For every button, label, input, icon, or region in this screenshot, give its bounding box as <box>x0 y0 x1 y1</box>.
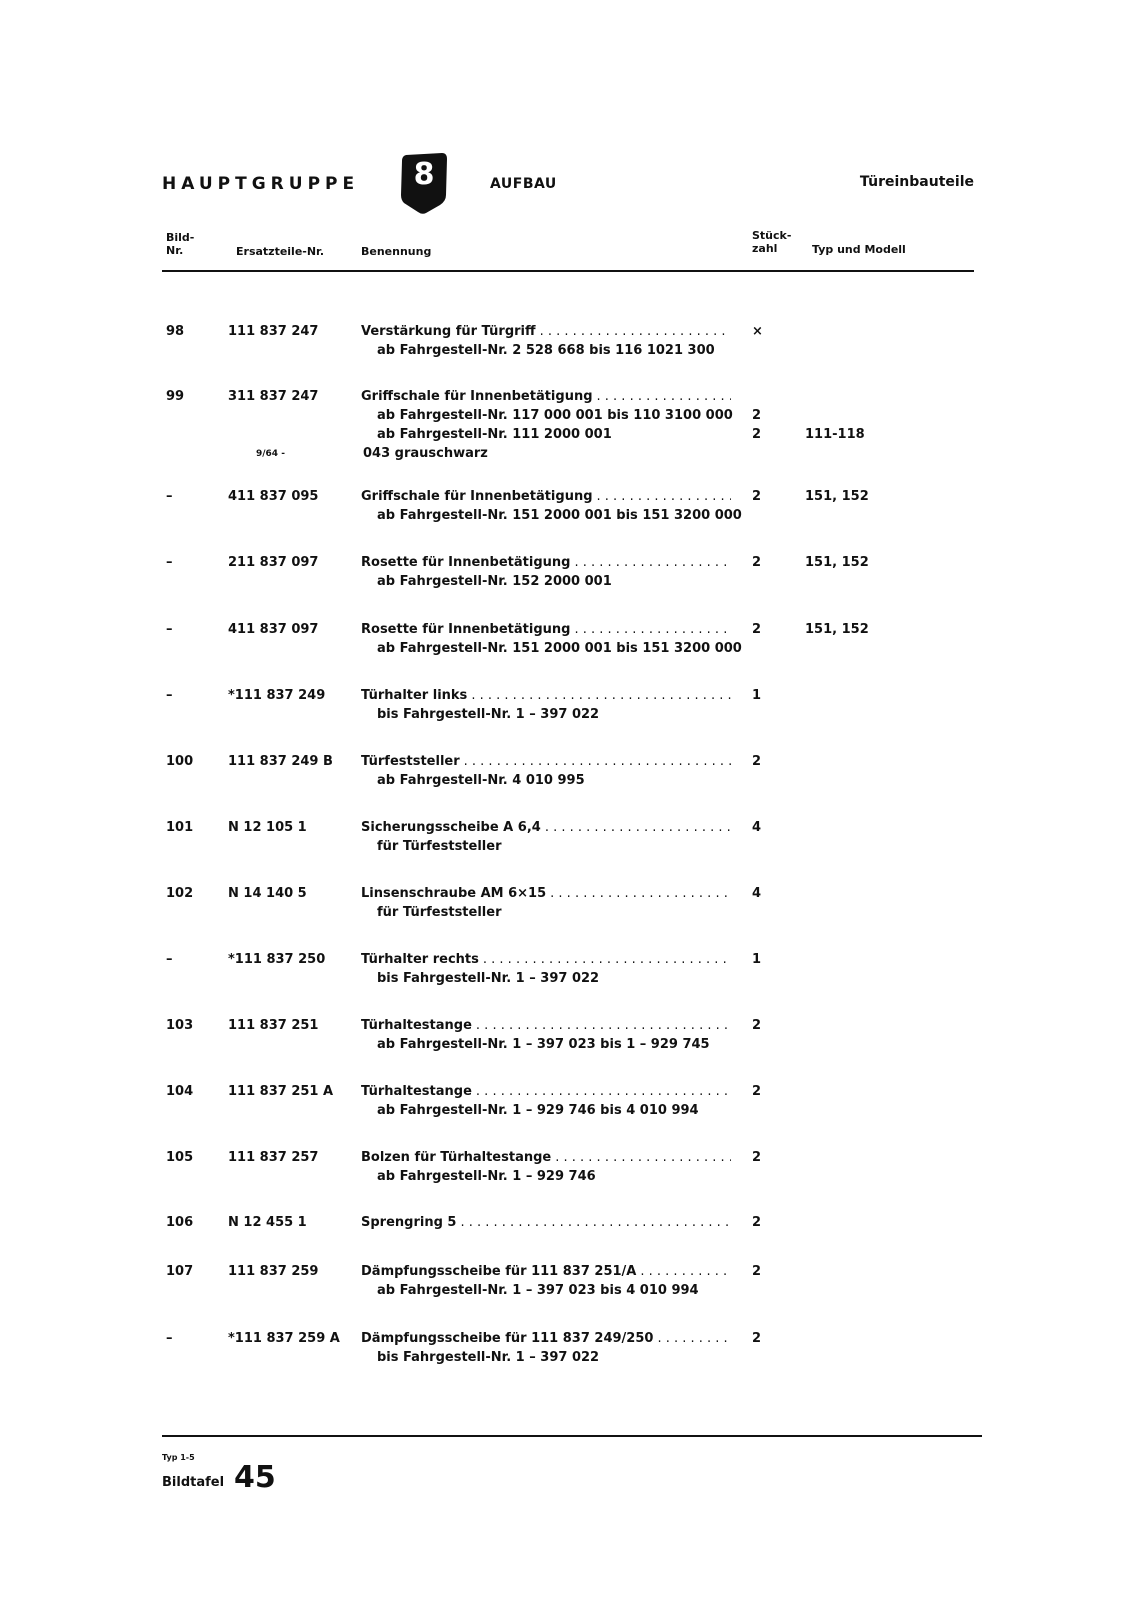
part-number: 111 837 259 <box>228 1264 319 1279</box>
quantity-value: 2 <box>752 408 762 423</box>
description-main: Türhalter links <box>361 688 468 703</box>
quantity <box>752 387 782 444</box>
quantity-value: 2 <box>752 427 762 442</box>
description-sub: bis Fahrgestell-Nr. 1 – 397 022 <box>377 1350 600 1365</box>
quantity <box>752 1329 782 1348</box>
description-main: Rosette für Innenbetätigung <box>361 622 571 637</box>
part-number: 411 837 097 <box>228 622 319 637</box>
typ-modell <box>805 620 945 639</box>
description-main: Griffschale für Innenbetätigung <box>361 389 593 404</box>
part-number: 211 837 097 <box>228 555 319 570</box>
quantity-value: 4 <box>752 886 762 901</box>
quantity <box>752 1148 782 1167</box>
group-badge <box>400 151 448 215</box>
quantity-value: 2 <box>752 1018 762 1033</box>
description <box>361 620 742 658</box>
quantity-value: × <box>752 324 763 339</box>
typ-modell <box>805 553 945 572</box>
quantity-value: 2 <box>752 555 762 570</box>
description <box>361 1262 731 1300</box>
col-header-qty-line1: Stück- <box>752 229 792 242</box>
part-number: 111 837 251 A <box>228 1084 334 1099</box>
quantity <box>752 1082 782 1101</box>
description-sub: ab Fahrgestell-Nr. 151 2000 001 bis 151 3200 000 <box>377 641 742 656</box>
description-sub: bis Fahrgestell-Nr. 1 – 397 022 <box>377 971 600 986</box>
col-header-typ: Typ und Modell <box>812 243 906 256</box>
description <box>361 1016 731 1054</box>
part-number-sub: 9/64 - <box>256 449 285 459</box>
col-header-bild <box>166 231 194 257</box>
bild-nr: 106 <box>166 1215 194 1230</box>
part-number: N 12 105 1 <box>228 820 307 835</box>
typ-value: 151, 152 <box>805 622 869 637</box>
quantity <box>752 553 782 572</box>
description-sub: für Türfeststeller <box>377 905 502 920</box>
description-sub: für Türfeststeller <box>377 839 502 854</box>
typ-modell <box>805 387 945 444</box>
part-number: N 12 455 1 <box>228 1215 307 1230</box>
typ-value: 151, 152 <box>805 489 869 504</box>
part-number: *111 837 250 <box>228 952 326 967</box>
quantity-value <box>752 387 782 406</box>
bild-nr: 102 <box>166 886 194 901</box>
quantity-value: 1 <box>752 688 762 703</box>
section-title: Türeinbauteile <box>859 174 974 190</box>
hauptgruppe-label: HAUPTGRUPPE <box>162 174 360 194</box>
description <box>361 884 731 922</box>
typ-value: 111-118 <box>805 427 865 442</box>
quantity-value: 2 <box>752 622 762 637</box>
typ-value: 151, 152 <box>805 555 869 570</box>
description-sub: ab Fahrgestell-Nr. 111 2000 001 <box>377 427 612 442</box>
quantity <box>752 752 782 771</box>
quantity-value: 2 <box>752 1084 762 1099</box>
quantity <box>752 818 782 837</box>
quantity <box>752 620 782 639</box>
bild-nr: 104 <box>166 1084 194 1099</box>
bild-nr: – <box>166 555 173 570</box>
description-main: Türfeststeller <box>361 754 460 769</box>
description <box>361 818 731 856</box>
bild-nr: 105 <box>166 1150 194 1165</box>
part-number: 111 837 249 B <box>228 754 333 769</box>
description <box>361 1329 731 1367</box>
quantity <box>752 950 782 969</box>
description-main: Sprengring 5 <box>361 1215 457 1230</box>
description-main: Verstärkung für Türgriff <box>361 324 536 339</box>
bild-nr: – <box>166 1331 173 1346</box>
footer-typ: Typ 1-5 <box>162 1453 195 1462</box>
bild-nr: 100 <box>166 754 194 769</box>
part-number: 111 837 247 <box>228 324 319 339</box>
description-sub: ab Fahrgestell-Nr. 2 528 668 bis 116 1021 300 <box>377 343 715 358</box>
quantity-value: 2 <box>752 1264 762 1279</box>
description-sub: bis Fahrgestell-Nr. 1 – 397 022 <box>377 707 600 722</box>
quantity-value: 4 <box>752 820 762 835</box>
bild-nr: – <box>166 952 173 967</box>
quantity <box>752 1213 782 1232</box>
description-sub: ab Fahrgestell-Nr. 151 2000 001 bis 151 3200 000 <box>377 508 742 523</box>
description-main: Sicherungsscheibe A 6,4 <box>361 820 541 835</box>
description-sub: ab Fahrgestell-Nr. 1 – 397 023 bis 4 010 994 <box>377 1283 699 1298</box>
part-number: 311 837 247 <box>228 389 319 404</box>
bild-nr: – <box>166 489 173 504</box>
header-rule <box>162 270 974 272</box>
bild-nr: – <box>166 688 173 703</box>
description-sub: ab Fahrgestell-Nr. 1 – 929 746 bis 4 010 994 <box>377 1103 699 1118</box>
col-header-desc: Benennung <box>361 245 432 258</box>
quantity-value: 1 <box>752 952 762 967</box>
col-header-bild-line1: Bild- <box>166 231 195 244</box>
group-number: 8 <box>413 157 435 192</box>
bild-nr: 107 <box>166 1264 194 1279</box>
group-name: AUFBAU <box>490 176 557 192</box>
description-sub: 043 grauschwarz <box>363 446 488 461</box>
description-sub: ab Fahrgestell-Nr. 1 – 397 023 bis 1 – 929 745 <box>377 1037 710 1052</box>
description-sub: ab Fahrgestell-Nr. 4 010 995 <box>377 773 585 788</box>
description <box>361 387 731 463</box>
description <box>361 752 731 790</box>
description <box>361 1082 731 1120</box>
description <box>361 322 731 360</box>
part-number: 111 837 251 <box>228 1018 319 1033</box>
description-main: Griffschale für Innenbetätigung <box>361 489 593 504</box>
description <box>361 686 731 724</box>
description <box>361 1213 731 1232</box>
quantity <box>752 487 782 506</box>
part-number: *111 837 259 A <box>228 1331 340 1346</box>
footer-tafel-number: 45 <box>234 1460 276 1495</box>
typ-modell <box>805 487 945 506</box>
quantity <box>752 1016 782 1035</box>
description-main: Linsenschraube AM 6×15 <box>361 886 547 901</box>
quantity-value: 2 <box>752 1150 762 1165</box>
bild-nr: 103 <box>166 1018 194 1033</box>
footer-bildtafel-label: Bildtafel <box>162 1475 225 1490</box>
quantity-value: 2 <box>752 1331 762 1346</box>
quantity-value: 2 <box>752 754 762 769</box>
footer-rule <box>162 1435 982 1437</box>
quantity <box>752 686 782 705</box>
bild-nr: 98 <box>166 324 185 339</box>
description-sub: ab Fahrgestell-Nr. 1 – 929 746 <box>377 1169 596 1184</box>
description-main: Dämpfungsscheibe für 111 837 249/250 <box>361 1331 654 1346</box>
description-main: Türhaltestange <box>361 1018 472 1033</box>
part-number: N 14 140 5 <box>228 886 307 901</box>
description <box>361 487 742 525</box>
quantity <box>752 1262 782 1281</box>
description-sub: ab Fahrgestell-Nr. 152 2000 001 <box>377 574 612 589</box>
col-header-part: Ersatzteile-Nr. <box>236 245 325 258</box>
description-main: Türhaltestange <box>361 1084 472 1099</box>
quantity <box>752 322 782 341</box>
description <box>361 950 731 988</box>
part-number: *111 837 249 <box>228 688 326 703</box>
bild-nr: 99 <box>166 389 185 404</box>
part-number: 111 837 257 <box>228 1150 319 1165</box>
description-main: Rosette für Innenbetätigung <box>361 555 571 570</box>
col-header-qty-line2: zahl <box>752 242 778 255</box>
bild-nr: – <box>166 622 173 637</box>
col-header-qty <box>752 229 791 255</box>
col-header-bild-line2: Nr. <box>166 244 184 257</box>
description <box>361 1148 731 1186</box>
quantity-value: 2 <box>752 489 762 504</box>
description-main: Dämpfungsscheibe für 111 837 251/A <box>361 1264 637 1279</box>
bild-nr: 101 <box>166 820 194 835</box>
description <box>361 553 731 591</box>
quantity-value: 2 <box>752 1215 762 1230</box>
description-main: Bolzen für Türhaltestange <box>361 1150 552 1165</box>
quantity <box>752 884 782 903</box>
description-main: Türhalter rechts <box>361 952 479 967</box>
part-number: 411 837 095 <box>228 489 319 504</box>
description-sub: ab Fahrgestell-Nr. 117 000 001 bis 110 3100 000 <box>377 408 733 423</box>
